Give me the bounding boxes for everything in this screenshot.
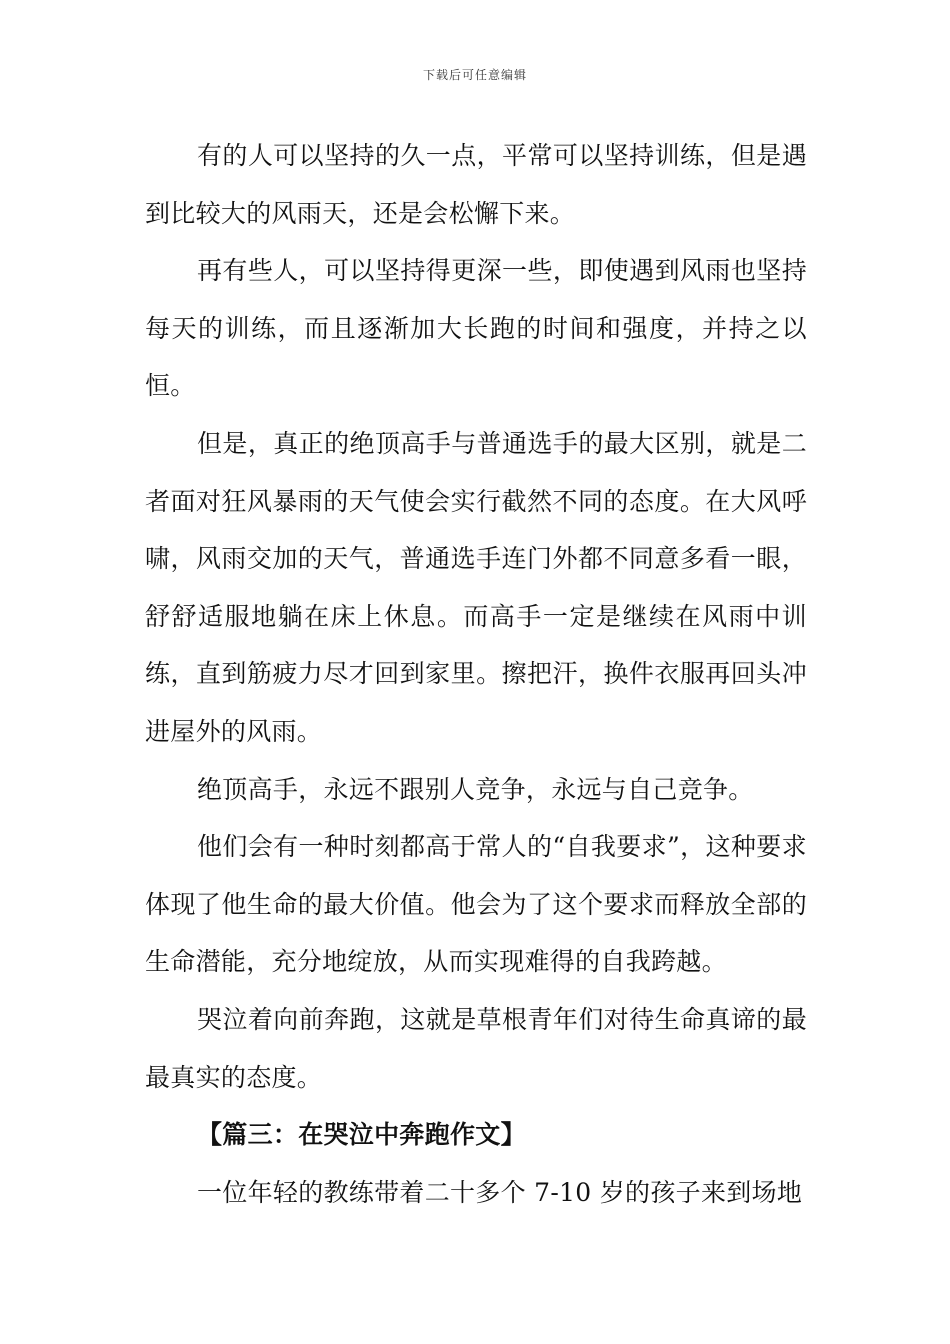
paragraph-6: 哭泣着向前奔跑，这就是草根青年们对待生命真谛的最最真实的态度。 bbox=[145, 1004, 807, 1092]
document-body bbox=[145, 127, 807, 1221]
paragraph-3: 但是，真正的绝顶高手与普通选手的最大区别，就是二者面对狂风暴雨的天气使会实行截然不同的态度。在大风呼啸，风雨交加的天气，普通选手连门外都不同意多看一眼，舒舒适服地躺在床上休息。而高手一定是继续在风雨中训练，直到筋疲力尽才回到家里。擦把汗，换件衣服再回头冲进屋外的风雨。 bbox=[145, 428, 807, 746]
section-heading: 【篇三：在哭泣中奔跑作文】 bbox=[197, 1120, 526, 1150]
paragraph-5: 他们会有一种时刻都高于常人的“自我要求”，这种要求体现了他生命的最大价值。他会为了这个要求而释放全部的生命潜能，充分地绽放，从而实现难得的自我跨越。 bbox=[145, 832, 807, 977]
paragraph-1: 有的人可以坚持的久一点，平常可以坚持训练，但是遇到比较大的风雨天，还是会松懈下来。 bbox=[145, 141, 807, 228]
page-header: 下载后可任意编辑 bbox=[422, 68, 527, 82]
paragraph-7: 一位年轻的教练带着二十多个 7-10 岁的孩子来到场地 bbox=[197, 1177, 803, 1207]
paragraph-2: 再有些人，可以坚持得更深一些，即使遇到风雨也坚持每天的训练，而且逐渐加大长跑的时间和强度，并持之以恒。 bbox=[145, 256, 807, 401]
paragraph-4: 绝顶高手，永远不跟别人竞争，永远与自己竞争。 bbox=[197, 774, 754, 804]
